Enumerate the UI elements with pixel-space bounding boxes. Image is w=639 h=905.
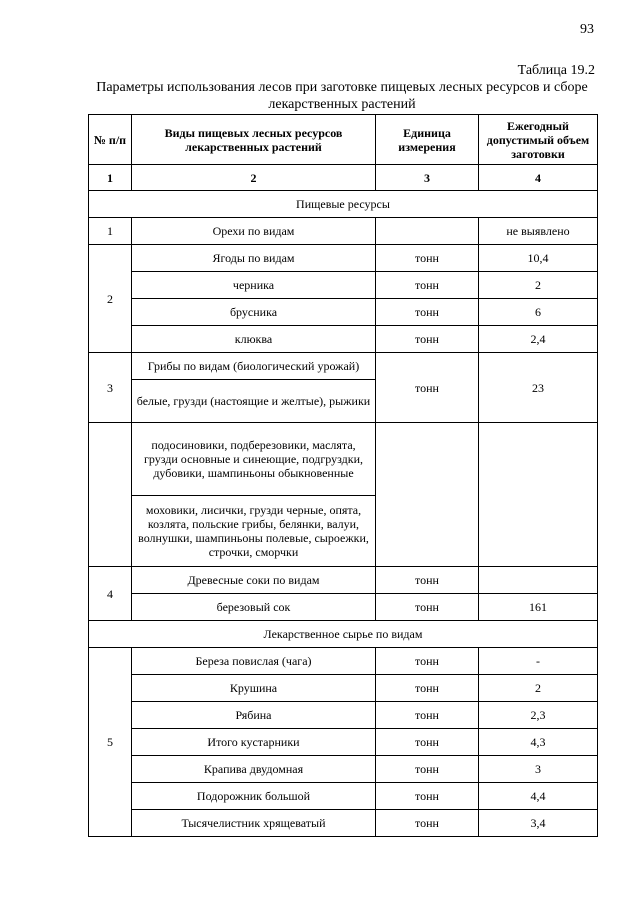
table-row [89, 353, 598, 380]
row-volume: 3 [479, 756, 598, 783]
table-row [89, 423, 598, 496]
column-number-row [89, 165, 598, 191]
row-volume: 4,4 [479, 783, 598, 810]
row-name: Итого кустарники [132, 729, 376, 756]
page-number: 93 [580, 22, 594, 37]
row-volume: 2 [479, 272, 598, 299]
row-unit: тонн [376, 756, 479, 783]
section-title-food: Пищевые ресурсы [89, 191, 598, 218]
row-name: Береза повислая (чага) [132, 648, 376, 675]
row-name: Крушина [132, 675, 376, 702]
row-no: 2 [89, 245, 132, 353]
header-no: № п/п [89, 115, 132, 165]
row-unit: тонн [376, 594, 479, 621]
row-volume: 10,4 [479, 245, 598, 272]
row-name: Тысячелистник хрящеватый [132, 810, 376, 837]
row-volume-empty [479, 423, 598, 567]
row-unit: тонн [376, 299, 479, 326]
row-name: черника [132, 272, 376, 299]
column-number: 3 [376, 165, 479, 191]
column-number: 2 [132, 165, 376, 191]
section-title-medicinal: Лекарственное сырье по видам [89, 621, 598, 648]
column-number: 1 [89, 165, 132, 191]
row-unit-empty [376, 423, 479, 567]
table-row [89, 729, 598, 756]
row-unit: тонн [376, 810, 479, 837]
column-number: 4 [479, 165, 598, 191]
header-name: Виды пищевых лесных ресурсов лекарственных растений [132, 115, 376, 165]
table-row [89, 245, 598, 272]
row-volume: 3,4 [479, 810, 598, 837]
table-row [89, 594, 598, 621]
table-row [89, 299, 598, 326]
row-name: Древесные соки по видам [132, 567, 376, 594]
row-name: клюква [132, 326, 376, 353]
header-row [89, 115, 598, 165]
row-volume: - [479, 648, 598, 675]
row-unit: тонн [376, 702, 479, 729]
header-unit: Единица измерения [376, 115, 479, 165]
row-volume: не выявлено [479, 218, 598, 245]
row-name: Грибы по видам (биологический урожай) [132, 353, 376, 380]
row-unit: тонн [376, 326, 479, 353]
table-row [89, 702, 598, 729]
row-volume: 2 [479, 675, 598, 702]
row-name: подосиновики, подберезовики, маслята, грузди основные и синеющие, подгруздки, дубовики, шампиньоны обыкновенные [132, 423, 376, 496]
row-volume: 2,4 [479, 326, 598, 353]
row-unit: тонн [376, 567, 479, 594]
table-row [89, 326, 598, 353]
row-no: 3 [89, 353, 132, 423]
section-row-medicinal [89, 621, 598, 648]
row-name: Ягоды по видам [132, 245, 376, 272]
row-no-empty [89, 423, 132, 567]
row-unit: тонн [376, 783, 479, 810]
row-no: 4 [89, 567, 132, 621]
table-row [89, 756, 598, 783]
table-row [89, 675, 598, 702]
table-row [89, 272, 598, 299]
section-row-food [89, 191, 598, 218]
table-row [89, 783, 598, 810]
row-unit: тонн [376, 245, 479, 272]
row-unit: тонн [376, 675, 479, 702]
table-row [89, 567, 598, 594]
row-name: Подорожник большой [132, 783, 376, 810]
row-name: белые, грузди (настоящие и желтые), рыжики [132, 380, 376, 423]
row-name: брусника [132, 299, 376, 326]
row-name: Рябина [132, 702, 376, 729]
row-volume: 161 [479, 594, 598, 621]
row-volume: 2,3 [479, 702, 598, 729]
resources-table [88, 114, 598, 837]
row-name: моховики, лисички, грузди черные, опята, козлята, польские грибы, белянки, валуи, волнушки, шампиньоны полевые, сыроежки, строчки, сморчки [132, 496, 376, 567]
row-name: Орехи по видам [132, 218, 376, 245]
row-unit [376, 218, 479, 245]
row-unit: тонн [376, 648, 479, 675]
row-no: 1 [89, 218, 132, 245]
row-name: Крапива двудомная [132, 756, 376, 783]
row-no: 5 [89, 648, 132, 837]
table-row [89, 810, 598, 837]
table-row [89, 648, 598, 675]
row-name: березовый сок [132, 594, 376, 621]
row-unit: тонн [376, 729, 479, 756]
row-volume: 23 [479, 353, 598, 423]
row-volume [479, 567, 598, 594]
table-title: Параметры использования лесов при заготовке пищевых лесных ресурсов и сборе лекарственных растений [96, 80, 588, 112]
table-label: Таблица 19.2 [517, 63, 595, 78]
header-volume: Ежегодный допустимый объем заготовки [479, 115, 598, 165]
table-row [89, 218, 598, 245]
row-unit: тонн [376, 272, 479, 299]
row-volume: 6 [479, 299, 598, 326]
row-unit: тонн [376, 353, 479, 423]
row-volume: 4,3 [479, 729, 598, 756]
